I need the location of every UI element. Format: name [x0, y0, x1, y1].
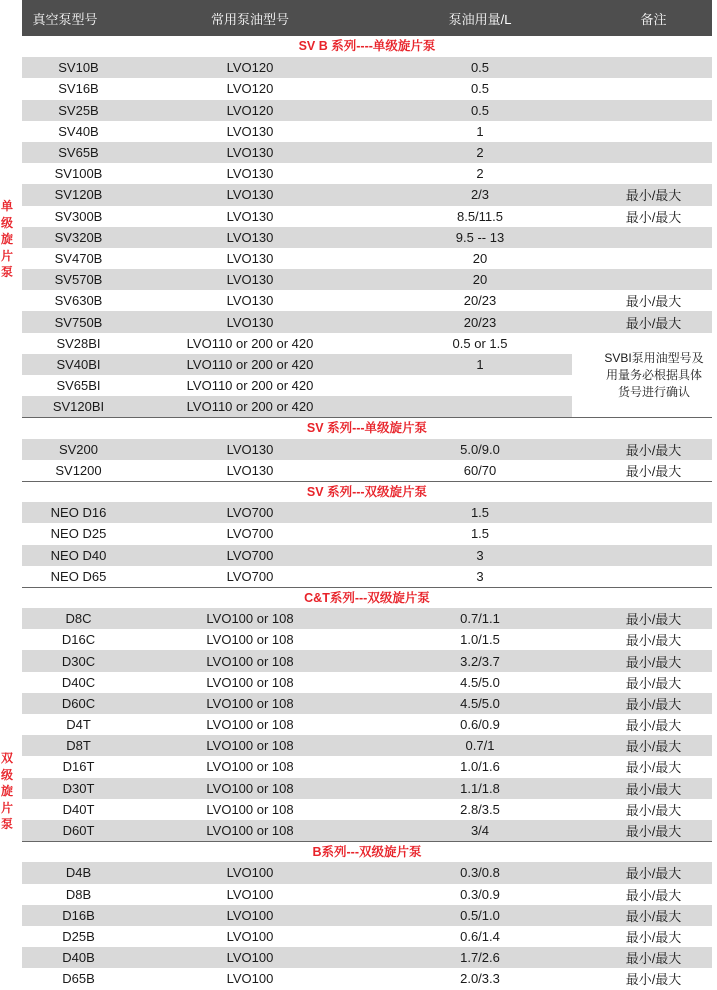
column-header-remark: 备注	[640, 11, 667, 27]
oil-type-cell: LVO120	[226, 102, 274, 118]
oil-amount-cell: 1.5	[470, 505, 490, 521]
oil-type-cell: LVO120	[226, 81, 274, 97]
remark-cell: 最小/最大	[625, 696, 682, 712]
table-row	[22, 968, 712, 989]
oil-type-cell: LVO130	[226, 441, 274, 457]
oil-amount-cell: 1	[476, 356, 484, 372]
pump-model-cell: D60C	[61, 695, 96, 711]
remark-cell: 最小/最大	[625, 929, 682, 945]
table-section	[22, 841, 712, 989]
table-row	[22, 947, 712, 968]
oil-type-cell: LVO130	[226, 314, 274, 330]
pump-model-cell: D8C	[65, 611, 92, 627]
remark-cell: 最小/最大	[625, 633, 682, 649]
section-title: SV B 系列----单级旋片泵	[298, 39, 436, 53]
pump-model-cell: D4B	[65, 865, 92, 881]
oil-amount-cell: 1.1/1.8	[460, 780, 500, 796]
table-row	[22, 100, 712, 121]
oil-amount-cell: 20	[472, 250, 488, 266]
remark-cell: 最小/最大	[625, 781, 682, 797]
table-row	[22, 714, 712, 735]
oil-amount-cell: 60/70	[463, 462, 497, 478]
oil-amount-cell: 0.7/1.1	[460, 611, 500, 627]
remark-cell: 最小/最大	[625, 760, 682, 776]
oil-type-cell: LVO700	[226, 568, 274, 584]
table-row	[22, 799, 712, 820]
pump-model-cell: NEO D25	[50, 526, 107, 542]
oil-type-cell: LVO100 or 108	[206, 738, 294, 754]
pump-model-cell: SV1200	[55, 462, 102, 478]
oil-amount-cell: 2/3	[470, 187, 490, 203]
pump-model-cell: D30C	[61, 653, 96, 669]
oil-type-cell: LVO100 or 108	[206, 653, 294, 669]
pump-model-cell: SV200	[58, 441, 99, 457]
table-row	[22, 57, 712, 78]
section-title: B系列---双级旋片泵	[22, 841, 712, 862]
oil-type-cell: LVO100 or 108	[206, 611, 294, 627]
oil-type-cell: LVO130	[226, 229, 274, 245]
pump-model-cell: D16B	[62, 907, 95, 923]
table-row	[22, 248, 712, 269]
oil-amount-cell: 9.5 -- 13	[455, 229, 505, 245]
oil-type-cell: LVO100	[226, 971, 274, 987]
section-title: SV 系列---单级旋片泵	[22, 417, 712, 438]
oil-type-cell: LVO100 or 108	[206, 759, 294, 775]
pump-model-cell: SV470B	[54, 250, 103, 266]
oil-amount-cell: 2	[476, 166, 484, 182]
pump-model-cell: SV100B	[54, 166, 103, 182]
oil-type-cell: LVO120	[226, 60, 274, 76]
oil-amount-cell: 8.5/11.5	[456, 208, 504, 224]
oil-type-cell: LVO130	[226, 272, 274, 288]
remark-cell: 最小/最大	[625, 739, 682, 755]
oil-type-cell: LVO130	[226, 208, 274, 224]
pump-model-cell: D16T	[62, 759, 95, 775]
remark-cell: 最小/最大	[625, 824, 682, 840]
oil-amount-cell: 0.6/1.4	[460, 928, 500, 944]
table-row	[22, 778, 712, 799]
oil-type-cell: LVO130	[226, 293, 274, 309]
remark-cell: 最小/最大	[625, 654, 682, 670]
oil-type-cell: LVO100 or 108	[206, 674, 294, 690]
oil-amount-cell: 1.5	[470, 526, 490, 542]
pump-model-cell: D8T	[66, 738, 91, 754]
pump-model-cell: SV570B	[54, 272, 103, 288]
oil-amount-cell: 3/4	[470, 823, 490, 839]
oil-type-cell: LVO100	[226, 865, 274, 881]
oil-amount-cell: 20/23	[463, 314, 497, 330]
oil-amount-cell: 3.2/3.7	[460, 653, 500, 669]
table-row	[22, 608, 712, 629]
pump-model-cell: D40C	[61, 674, 96, 690]
remark-cell: 最小/最大	[625, 972, 682, 988]
table-row	[22, 290, 712, 311]
remark-note	[572, 333, 712, 418]
remark-cell: 最小/最大	[625, 802, 682, 818]
pump-model-cell: D30T	[62, 780, 95, 796]
oil-amount-cell: 2.8/3.5	[460, 801, 500, 817]
oil-amount-cell: 0.5	[470, 102, 490, 118]
pump-model-cell: SV65B	[58, 145, 99, 161]
table-row	[22, 460, 712, 481]
table-row	[22, 78, 712, 99]
column-header-oil-amount: 泵油用量/L	[448, 11, 512, 27]
oil-amount-cell: 2.0/3.3	[460, 971, 500, 987]
table-row	[22, 735, 712, 756]
oil-type-cell: LVO100 or 108	[206, 823, 294, 839]
oil-type-cell: LVO130	[226, 123, 274, 139]
pump-model-cell: D60T	[62, 823, 95, 839]
table-row	[22, 439, 712, 460]
remark-cell: 最小/最大	[625, 951, 682, 967]
remark-cell: 最小/最大	[625, 675, 682, 691]
remark-cell: 最小/最大	[625, 463, 682, 479]
oil-amount-cell: 0.3/0.8	[460, 865, 500, 881]
oil-type-cell: LVO100	[226, 928, 274, 944]
oil-type-cell: LVO100	[226, 950, 274, 966]
pump-model-cell: SV40BI	[56, 356, 101, 372]
pump-model-cell: SV65BI	[56, 378, 101, 394]
oil-type-cell: LVO100 or 108	[206, 695, 294, 711]
pump-model-cell: D4T	[66, 717, 91, 733]
oil-amount-cell: 20	[472, 272, 488, 288]
oil-type-cell: LVO100 or 108	[206, 780, 294, 796]
column-header-pump-model: 真空泵型号	[32, 11, 98, 27]
oil-type-cell: LVO100 or 108	[206, 801, 294, 817]
pump-model-cell: NEO D16	[50, 505, 107, 521]
oil-type-cell: LVO110 or 200 or 420	[186, 378, 314, 394]
section-title: SV 系列---双级旋片泵	[22, 481, 712, 502]
table-row	[22, 121, 712, 142]
pump-model-cell: SV120B	[54, 187, 103, 203]
pump-model-cell: SV40B	[58, 123, 99, 139]
table-row	[22, 862, 712, 883]
oil-amount-cell: 0.5	[470, 60, 490, 76]
side-label-single-stage: 单级旋片泵	[0, 199, 13, 279]
oil-amount-cell: 1	[476, 123, 484, 139]
remark-cell: 最小/最大	[625, 718, 682, 734]
oil-type-cell: LVO130	[226, 187, 274, 203]
remark-cell: 最小/最大	[625, 315, 682, 331]
pump-model-cell: D25B	[62, 928, 95, 944]
pump-model-cell: SV630B	[54, 293, 103, 309]
oil-type-cell: LVO700	[226, 526, 274, 542]
table-row	[22, 227, 712, 248]
oil-type-cell: LVO130	[226, 250, 274, 266]
remark-cell: 最小/最大	[625, 908, 682, 924]
table-row	[22, 629, 712, 650]
oil-amount-cell: 4.5/5.0	[460, 674, 500, 690]
pump-model-cell: SV750B	[54, 314, 103, 330]
remark-cell: 最小/最大	[625, 209, 682, 225]
oil-amount-cell: 0.7/1	[465, 738, 495, 754]
table-row	[22, 163, 712, 184]
table-row	[22, 523, 712, 544]
remark-note-line: 用量务必根据具体	[605, 367, 702, 382]
table-row	[22, 905, 712, 926]
oil-amount-cell: 4.5/5.0	[460, 695, 500, 711]
table-row	[22, 884, 712, 905]
pump-model-cell: SV25B	[58, 102, 99, 118]
oil-amount-cell: 3	[476, 568, 484, 584]
oil-amount-cell: 20/23	[463, 293, 497, 309]
table-row	[22, 545, 712, 566]
pump-model-cell: SV320B	[54, 229, 103, 245]
table-row	[22, 566, 712, 587]
pump-model-cell: SV16B	[58, 81, 99, 97]
oil-type-cell: LVO700	[226, 505, 274, 521]
table-section	[22, 587, 712, 841]
oil-type-cell: LVO700	[226, 547, 274, 563]
table-row	[22, 206, 712, 227]
oil-type-cell: LVO110 or 200 or 420	[186, 335, 314, 351]
pump-model-cell: SV10B	[58, 60, 99, 76]
oil-type-cell: LVO100	[226, 907, 274, 923]
side-label-double-stage: 双级旋片泵	[0, 751, 13, 831]
oil-amount-cell: 1.0/1.5	[460, 632, 500, 648]
remark-note-line: 货号进行确认	[617, 384, 690, 399]
oil-amount-cell: 5.0/9.0	[460, 441, 500, 457]
oil-amount-cell: 0.5/1.0	[460, 907, 500, 923]
table-row	[22, 650, 712, 671]
oil-type-cell: LVO100 or 108	[206, 632, 294, 648]
table-section	[22, 36, 712, 417]
table-row	[22, 820, 712, 841]
remark-cell: 最小/最大	[625, 442, 682, 458]
oil-amount-cell: 0.3/0.9	[460, 886, 500, 902]
oil-amount-cell: 2	[476, 145, 484, 161]
oil-type-cell: LVO100	[226, 886, 274, 902]
pump-model-cell: D8B	[65, 886, 92, 902]
pump-model-cell: D65B	[62, 971, 95, 987]
oil-amount-cell: 3	[476, 547, 484, 563]
table-row	[22, 184, 712, 205]
pump-model-cell: D40T	[62, 801, 95, 817]
table-body	[22, 36, 712, 989]
column-header-oil-type: 常用泵油型号	[210, 11, 289, 27]
pump-model-cell: D16C	[61, 632, 96, 648]
pump-model-cell: D40B	[62, 950, 95, 966]
table-row	[22, 311, 712, 332]
oil-type-cell: LVO110 or 200 or 420	[186, 399, 314, 415]
table-row	[22, 269, 712, 290]
oil-type-cell: LVO130	[226, 462, 274, 478]
table-row	[22, 693, 712, 714]
oil-amount-cell: 1.7/2.6	[460, 950, 500, 966]
remark-cell: 最小/最大	[625, 294, 682, 310]
oil-amount-cell: 1.0/1.6	[460, 759, 500, 775]
table-section	[22, 481, 712, 587]
oil-amount-cell: 0.5 or 1.5	[452, 335, 508, 351]
oil-type-cell: LVO130	[226, 145, 274, 161]
pump-model-cell: SV120BI	[52, 399, 105, 415]
remark-cell: 最小/最大	[625, 887, 682, 903]
pump-model-cell: SV28BI	[56, 335, 101, 351]
table-row	[22, 756, 712, 777]
table-row	[22, 142, 712, 163]
section-title: C&T系列---双级旋片泵	[22, 587, 712, 608]
remark-note-line: SVBI泵用油型号及	[604, 350, 704, 365]
table-header	[22, 0, 712, 36]
pump-oil-table	[22, 0, 712, 989]
remark-cell: 最小/最大	[625, 612, 682, 628]
oil-amount-cell: 0.6/0.9	[460, 717, 500, 733]
oil-type-cell: LVO110 or 200 or 420	[186, 356, 314, 372]
table-row	[22, 926, 712, 947]
table-row	[22, 502, 712, 523]
pump-model-cell: NEO D40	[50, 547, 107, 563]
oil-type-cell: LVO100 or 108	[206, 717, 294, 733]
table-row	[22, 672, 712, 693]
oil-type-cell: LVO130	[226, 166, 274, 182]
pump-model-cell: NEO D65	[50, 568, 107, 584]
oil-amount-cell: 0.5	[470, 81, 490, 97]
remark-cell: 最小/最大	[625, 188, 682, 204]
table-section	[22, 417, 712, 481]
remark-cell: 最小/最大	[625, 866, 682, 882]
pump-model-cell: SV300B	[54, 208, 103, 224]
